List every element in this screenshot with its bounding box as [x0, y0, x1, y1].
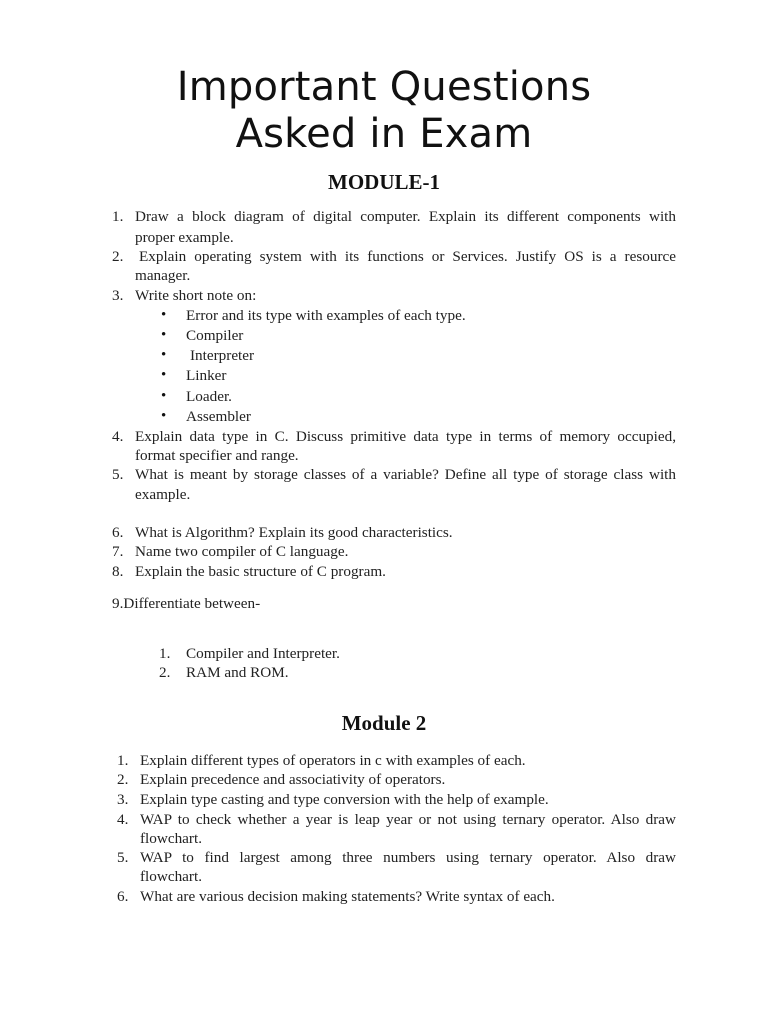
m1-q5-line1: What is meant by storage classes of a variable? Define all type of storage class with: [135, 466, 676, 483]
bullet-icon: •: [161, 307, 167, 323]
m1-q8-number: 8.: [112, 563, 124, 580]
page-title-line-2: Asked in Exam: [235, 111, 533, 157]
m2-q2-number: 2.: [117, 771, 129, 788]
page-title-line-1: Important Questions: [176, 64, 592, 110]
m2-q5-line2: flowchart.: [140, 868, 202, 885]
module-2-heading: Module 2: [341, 711, 427, 735]
m1-q2-line1: Explain operating system with its functions or Services. Justify OS is a resource: [139, 248, 676, 265]
m2-q5-line1: WAP to find largest among three numbers using ternary operator. Also draw: [140, 849, 676, 866]
m1-q2-line2: manager.: [135, 267, 191, 284]
m2-q3-text: Explain type casting and type conversion with the help of example.: [140, 791, 549, 808]
m1-q4-line2: format specifier and range.: [135, 447, 299, 464]
m1-q7-number: 7.: [112, 543, 124, 560]
bullet-icon: •: [161, 408, 167, 424]
m1-q9-item-2-number: 2.: [159, 664, 171, 681]
m2-q2-text: Explain precedence and associativity of operators.: [140, 771, 446, 788]
m1-q3-number: 3.: [112, 287, 124, 304]
m1-q7-text: Name two compiler of C language.: [135, 543, 349, 560]
m2-q1-text: Explain different types of operators in c with examples of each.: [140, 752, 526, 769]
m1-q6-text: What is Algorithm? Explain its good characteristics.: [135, 524, 453, 541]
m1-q9-text: 9.Differentiate between-: [112, 595, 261, 612]
m1-q1-line2: proper example.: [135, 229, 234, 246]
m1-q3-line1: Write short note on:: [135, 287, 257, 304]
m1-q1-number: 1.: [112, 208, 124, 225]
m2-q3-number: 3.: [117, 791, 129, 808]
m1-q3-bullet-2: Compiler: [186, 327, 244, 344]
m2-q4-number: 4.: [117, 811, 129, 828]
m1-q5-number: 5.: [112, 466, 124, 483]
m1-q9-item-1-text: Compiler and Interpreter.: [186, 645, 340, 662]
m2-q1-number: 1.: [117, 752, 129, 769]
bullet-icon: •: [161, 327, 167, 343]
m1-q1-line1: Draw a block diagram of digital computer. Explain its different components with: [135, 208, 676, 225]
m2-q5-number: 5.: [117, 849, 129, 866]
m1-q9-item-1-number: 1.: [159, 645, 171, 662]
bullet-icon: •: [161, 388, 167, 404]
m2-q4-line1: WAP to check whether a year is leap year or not using ternary operator. Also draw: [140, 811, 676, 828]
m2-q4-line2: flowchart.: [140, 830, 202, 847]
m1-q3-bullet-6: Assembler: [186, 408, 251, 425]
m1-q3-bullet-4: Linker: [186, 367, 227, 384]
m1-q9-item-2-text: RAM and ROM.: [186, 664, 289, 681]
m1-q2-number: 2.: [112, 248, 124, 265]
m1-q4-number: 4.: [112, 428, 124, 445]
m2-q6-text: What are various decision making statements? Write syntax of each.: [140, 888, 555, 905]
m1-q5-line2: example.: [135, 486, 191, 503]
m2-q6-number: 6.: [117, 888, 129, 905]
m1-q8-text: Explain the basic structure of C program.: [135, 563, 386, 580]
m1-q6-number: 6.: [112, 524, 124, 541]
module-1-heading: MODULE-1: [328, 170, 440, 194]
bullet-icon: •: [161, 347, 167, 363]
m1-q3-bullet-5: Loader.: [186, 388, 232, 405]
m1-q3-bullet-1: Error and its type with examples of each type.: [186, 307, 466, 324]
m1-q3-bullet-3: Interpreter: [190, 347, 255, 364]
bullet-icon: •: [161, 367, 167, 383]
m1-q4-line1: Explain data type in C. Discuss primitive data type in terms of memory occupied,: [135, 428, 676, 445]
